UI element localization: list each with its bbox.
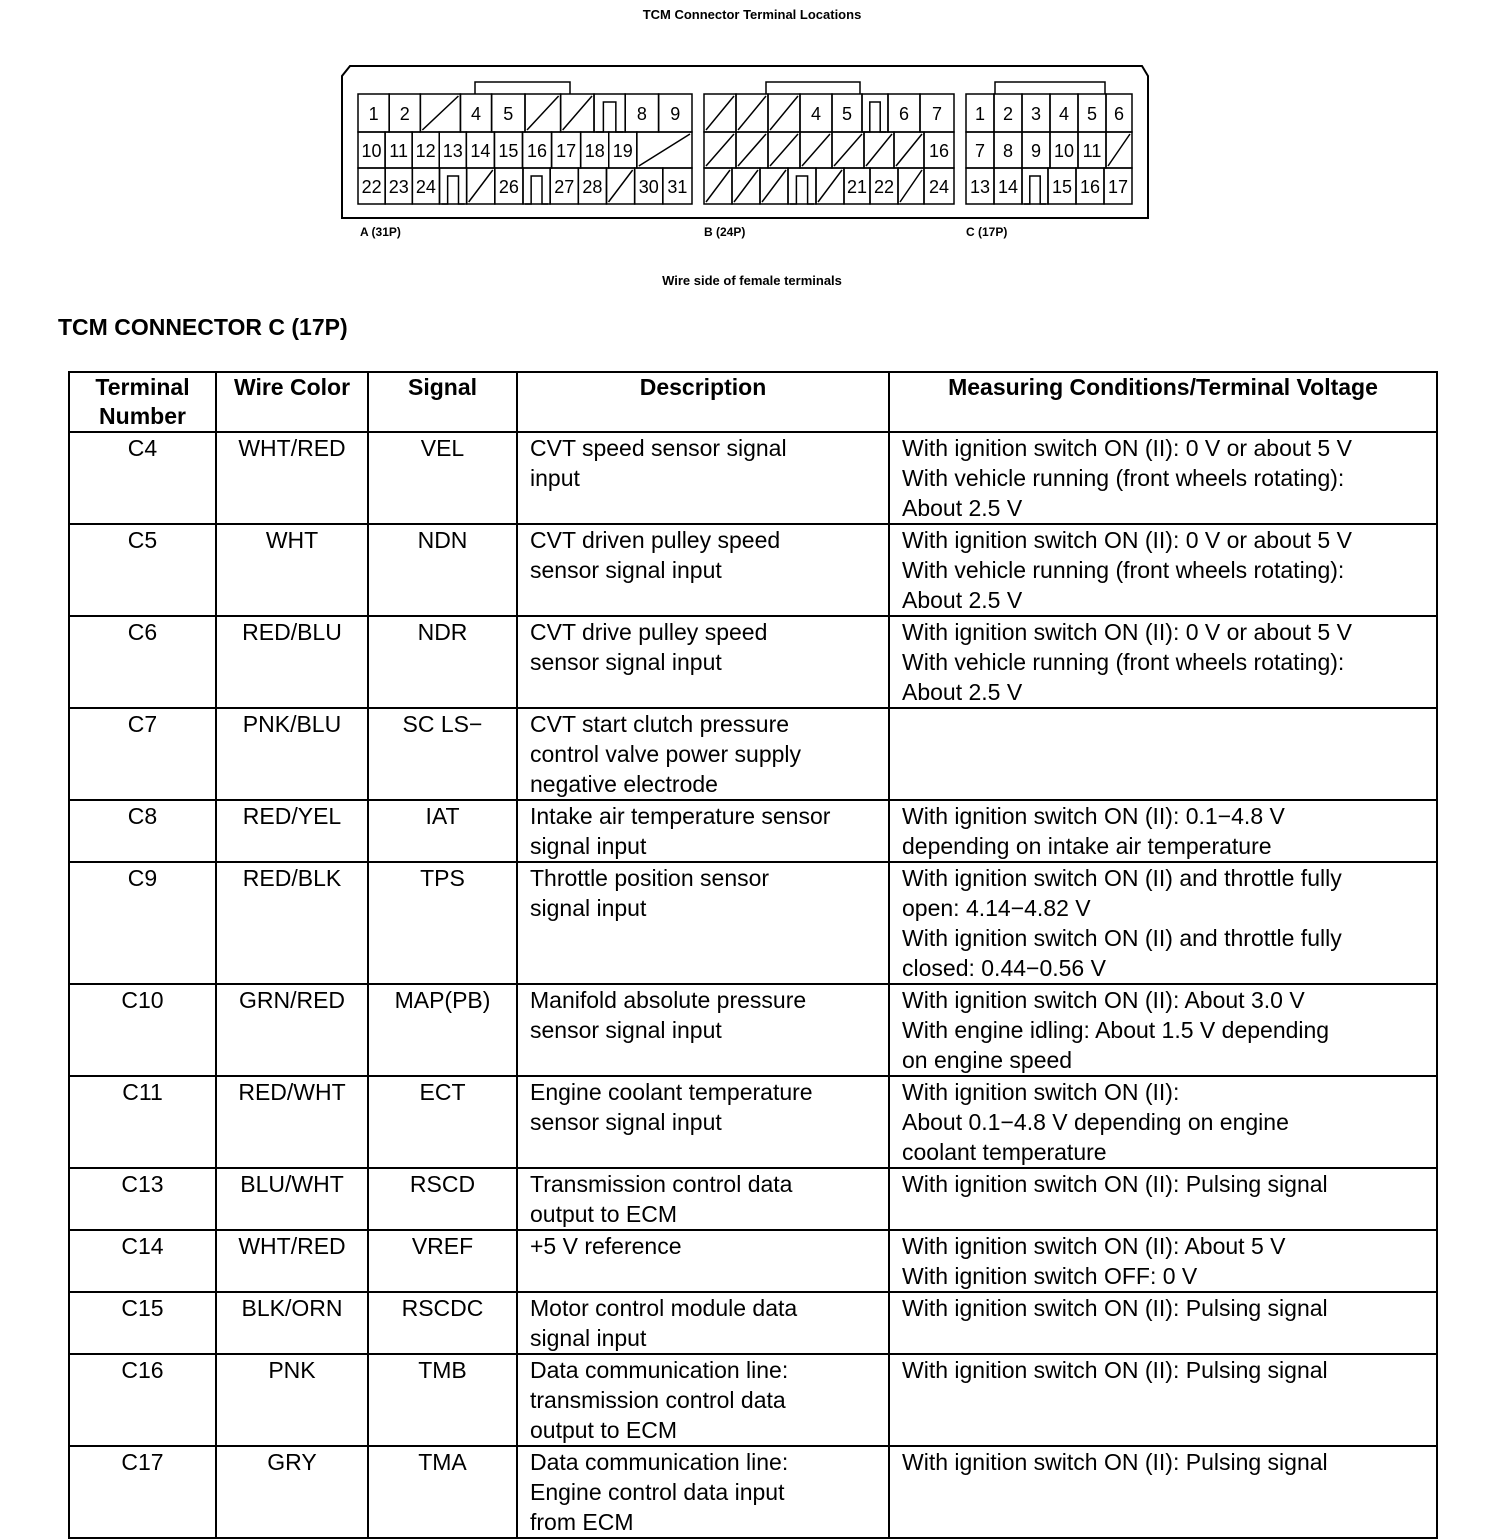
terminal-cell: C4: [69, 432, 216, 524]
conditions-cell-line: With ignition switch ON (II): 0 V or about 5 V: [902, 435, 1352, 461]
terminal-key-notch: [525, 176, 548, 204]
latch-b: [766, 82, 860, 94]
unused-terminal-slash: [770, 96, 798, 130]
conditions-cell-line: closed: 0.44−0.56 V: [902, 955, 1106, 981]
header-terminal-number: Terminal Number: [69, 372, 216, 432]
conditions-cell: [889, 524, 1437, 616]
latch-a: [475, 82, 570, 94]
terminal-number: 5: [1086, 104, 1098, 124]
terminal-cell: C6: [69, 616, 216, 708]
terminal-number: 11: [389, 141, 408, 161]
conditions-cell-line: With vehicle running (front wheels rotating):: [902, 465, 1345, 491]
connector-b-label: B (24P): [704, 225, 746, 239]
conditions-cell-line: depending on intake air temperature: [902, 833, 1272, 859]
table-row: [69, 1230, 1437, 1292]
wire-color-cell: WHT: [216, 524, 368, 616]
description-cell-line: CVT start clutch pressure: [530, 711, 790, 737]
description-cell: [517, 1168, 889, 1230]
description-cell-line: Throttle position sensor: [530, 865, 770, 891]
table-row: [69, 800, 1437, 862]
terminal-number: 6: [1113, 104, 1125, 124]
connector-diagram-svg: [330, 60, 1160, 245]
connector-a-label: A (31P): [360, 225, 401, 239]
terminal-number: 30: [638, 177, 659, 197]
latch-c: [995, 82, 1105, 94]
conditions-cell-line: With ignition switch OFF: 0 V: [902, 1263, 1198, 1289]
table-row: [69, 1076, 1437, 1168]
signal-cell: TPS: [368, 862, 517, 984]
description-cell-line: Motor control module data: [530, 1295, 798, 1321]
connector-housing: [342, 66, 1148, 218]
signal-cell: TMB: [368, 1354, 517, 1446]
description-cell-line: Engine coolant temperature: [530, 1079, 813, 1105]
terminal-cell: C7: [69, 708, 216, 800]
terminal-cell: [439, 168, 466, 204]
unused-terminal-slash: [738, 96, 766, 130]
conditions-cell-line: With ignition switch ON (II): Pulsing signal: [902, 1357, 1328, 1383]
signal-cell: SC LS−: [368, 708, 517, 800]
terminal-number: 23: [388, 177, 409, 197]
description-cell: [517, 1230, 889, 1292]
conditions-cell-line: coolant temperature: [902, 1139, 1107, 1165]
description-cell: [517, 524, 889, 616]
signal-cell: VREF: [368, 1230, 517, 1292]
table-body: [69, 432, 1437, 1538]
terminal-number: 22: [361, 177, 382, 197]
description-cell-line: sensor signal input: [530, 557, 722, 583]
terminal-cell: C14: [69, 1230, 216, 1292]
description-cell-line: signal input: [530, 833, 647, 859]
terminal-number: 16: [527, 141, 548, 161]
terminal-number: 8: [636, 104, 647, 124]
header-description: Description: [517, 372, 889, 432]
unused-terminal-slash: [1108, 134, 1130, 166]
conditions-cell-line: With ignition switch ON (II) and throttle fully: [902, 865, 1342, 891]
conditions-cell: [889, 708, 1437, 800]
unused-terminal-slash: [706, 170, 730, 202]
wire-color-cell: RED/BLU: [216, 616, 368, 708]
terminal-number: 27: [554, 177, 575, 197]
conditions-cell-line: With vehicle running (front wheels rotating):: [902, 557, 1345, 583]
wire-color-cell: GRY: [216, 1446, 368, 1538]
signal-cell: IAT: [368, 800, 517, 862]
signal-cell: RSCDC: [368, 1292, 517, 1354]
unused-terminal-slash: [770, 134, 798, 166]
conditions-cell-line: About 2.5 V: [902, 679, 1023, 705]
conditions-cell-line: open: 4.14−4.82 V: [902, 895, 1091, 921]
unused-terminal-slash: [422, 96, 458, 130]
table-row: [69, 616, 1437, 708]
table-row: [69, 524, 1437, 616]
conditions-cell-line: With ignition switch ON (II): Pulsing signal: [902, 1295, 1328, 1321]
description-cell-line: Data communication line:: [530, 1449, 789, 1475]
terminal-cell: [594, 94, 625, 132]
header-wire-color: Wire Color: [216, 372, 368, 432]
table-row: [69, 1446, 1437, 1538]
terminal-cell: [523, 168, 550, 204]
terminal-key-notch: [864, 102, 886, 132]
header-signal: Signal: [368, 372, 517, 432]
unused-terminal-slash: [639, 134, 690, 166]
wire-color-cell: RED/YEL: [216, 800, 368, 862]
wire-color-cell: BLU/WHT: [216, 1168, 368, 1230]
terminal-number: 19: [612, 141, 633, 161]
conditions-cell-line: About 2.5 V: [902, 587, 1023, 613]
terminal-number: 6: [898, 104, 910, 124]
conditions-cell-line: With ignition switch ON (II): Pulsing signal: [902, 1449, 1328, 1475]
unused-terminal-slash: [527, 96, 559, 130]
description-cell-line: transmission control data: [530, 1387, 786, 1413]
description-cell-line: control valve power supply: [530, 741, 802, 767]
terminal-number: 9: [1030, 141, 1042, 161]
conditions-cell: [889, 1076, 1437, 1168]
header-measuring-conditions: Measuring Conditions/Terminal Voltage: [889, 372, 1437, 432]
description-cell-line: sensor signal input: [530, 1109, 722, 1135]
terminal-cells: [358, 94, 1132, 204]
description-cell: [517, 432, 889, 524]
table-row: [69, 432, 1437, 524]
description-cell-line: signal input: [530, 895, 647, 921]
signal-cell: ECT: [368, 1076, 517, 1168]
conditions-cell: [889, 984, 1437, 1076]
description-cell-line: Manifold absolute pressure: [530, 987, 807, 1013]
conditions-cell: [889, 1446, 1437, 1538]
terminal-number: 17: [556, 141, 577, 161]
terminal-number: 31: [667, 177, 688, 197]
conditions-cell: [889, 1168, 1437, 1230]
terminal-cell: C17: [69, 1446, 216, 1538]
terminal-number: 7: [974, 141, 986, 161]
wire-color-cell: WHT/RED: [216, 1230, 368, 1292]
description-cell-line: sensor signal input: [530, 1017, 722, 1043]
terminal-key-notch: [441, 176, 464, 204]
description-cell-line: Data communication line:: [530, 1357, 789, 1383]
terminal-key-notch: [790, 176, 814, 204]
terminal-table: [68, 371, 1438, 1539]
wire-color-cell: WHT/RED: [216, 432, 368, 524]
table-row: [69, 1168, 1437, 1230]
table-row: [69, 862, 1437, 984]
terminal-number: 16: [1079, 177, 1101, 197]
terminal-number: 15: [1051, 177, 1073, 197]
terminal-number: 22: [873, 177, 895, 197]
table-row: [69, 1292, 1437, 1354]
terminal-cell: C13: [69, 1168, 216, 1230]
terminal-number: 16: [928, 141, 950, 161]
terminal-number: 1: [974, 104, 986, 124]
conditions-cell: [889, 800, 1437, 862]
table-header-row: [69, 372, 1437, 432]
unused-terminal-slash: [818, 170, 842, 202]
terminal-number: 24: [415, 177, 436, 197]
terminal-number: 24: [928, 177, 950, 197]
terminal-cell: C10: [69, 984, 216, 1076]
conditions-cell: [889, 862, 1437, 984]
terminal-number: 4: [810, 104, 822, 124]
terminal-cell: [862, 94, 888, 132]
description-cell: [517, 800, 889, 862]
terminal-number: 4: [471, 104, 482, 124]
terminal-number: 7: [931, 104, 943, 124]
description-cell-line: +5 V reference: [530, 1233, 682, 1259]
terminal-cell: C9: [69, 862, 216, 984]
terminal-number: 17: [1107, 177, 1129, 197]
description-cell-line: output to ECM: [530, 1201, 678, 1227]
terminal-number: 10: [361, 141, 382, 161]
conditions-cell-line: With ignition switch ON (II):: [902, 1079, 1180, 1105]
conditions-cell-line: on engine speed: [902, 1047, 1073, 1073]
connector-diagram: [330, 60, 1160, 245]
unused-terminal-slash: [896, 134, 922, 166]
conditions-cell: [889, 432, 1437, 524]
description-cell-line: CVT drive pulley speed: [530, 619, 768, 645]
description-cell-line: Transmission control data: [530, 1171, 793, 1197]
unused-terminal-slash: [608, 170, 632, 202]
conditions-cell: [889, 1230, 1437, 1292]
section-heading: TCM CONNECTOR C (17P): [58, 314, 348, 340]
conditions-cell-line: With ignition switch ON (II): 0 V or about 5 V: [902, 619, 1352, 645]
terminal-cell: C11: [69, 1076, 216, 1168]
conditions-cell-line: With ignition switch ON (II) and throttle fully: [902, 925, 1342, 951]
terminal-number: 21: [846, 177, 868, 197]
signal-cell: TMA: [368, 1446, 517, 1538]
terminal-number: 8: [1002, 141, 1014, 161]
description-cell: [517, 708, 889, 800]
terminal-number: 14: [470, 141, 491, 161]
wire-color-cell: GRN/RED: [216, 984, 368, 1076]
description-cell-line: CVT speed sensor signal: [530, 435, 787, 461]
terminal-number: 2: [399, 104, 410, 124]
terminal-cell: C15: [69, 1292, 216, 1354]
terminal-key-notch: [596, 102, 623, 132]
unused-terminal-slash: [866, 134, 892, 166]
description-cell-line: signal input: [530, 1325, 647, 1351]
signal-cell: MAP(PB): [368, 984, 517, 1076]
description-cell-line: output to ECM: [530, 1417, 678, 1443]
description-cell: [517, 616, 889, 708]
description-cell-line: from ECM: [530, 1509, 634, 1535]
terminal-number: 13: [442, 141, 463, 161]
terminal-number: 11: [1082, 141, 1102, 161]
unused-terminal-slash: [762, 170, 786, 202]
description-cell-line: sensor signal input: [530, 649, 722, 675]
unused-terminal-slash: [563, 96, 592, 130]
conditions-cell-line: About 2.5 V: [902, 495, 1023, 521]
terminal-number: 28: [582, 177, 603, 197]
terminal-cell: C16: [69, 1354, 216, 1446]
conditions-cell-line: About 0.1−4.8 V depending on engine: [902, 1109, 1289, 1135]
wire-color-cell: BLK/ORN: [216, 1292, 368, 1354]
wire-color-cell: RED/BLK: [216, 862, 368, 984]
signal-cell: NDN: [368, 524, 517, 616]
table-row: [69, 1354, 1437, 1446]
conditions-cell-line: With ignition switch ON (II): About 5 V: [902, 1233, 1286, 1259]
signal-cell: VEL: [368, 432, 517, 524]
description-cell: [517, 1354, 889, 1446]
conditions-cell-line: With vehicle running (front wheels rotating):: [902, 649, 1345, 675]
terminal-cell: C8: [69, 800, 216, 862]
wire-side-caption: Wire side of female terminals: [662, 273, 842, 288]
conditions-cell-line: With ignition switch ON (II): Pulsing signal: [902, 1171, 1328, 1197]
terminal-number: 12: [415, 141, 436, 161]
unused-terminal-slash: [734, 170, 758, 202]
terminal-number: 26: [498, 177, 519, 197]
unused-terminal-slash: [802, 134, 830, 166]
unused-terminal-slash: [469, 170, 493, 202]
terminal-number: 4: [1058, 104, 1070, 124]
description-cell-line: negative electrode: [530, 771, 718, 797]
signal-cell: RSCD: [368, 1168, 517, 1230]
description-cell: [517, 862, 889, 984]
signal-cell: NDR: [368, 616, 517, 708]
terminal-cell: [1022, 168, 1048, 204]
conditions-cell-line: With ignition switch ON (II): 0 V or about 5 V: [902, 527, 1352, 553]
wire-color-cell: PNK/BLU: [216, 708, 368, 800]
wire-color-cell: PNK: [216, 1354, 368, 1446]
terminal-number: 18: [584, 141, 605, 161]
conditions-cell-line: With ignition switch ON (II): 0.1−4.8 V: [902, 803, 1285, 829]
description-cell-line: CVT driven pulley speed: [530, 527, 781, 553]
terminal-number: 15: [498, 141, 519, 161]
description-cell-line: Engine control data input: [530, 1479, 785, 1505]
terminal-cell: [788, 168, 816, 204]
description-cell: [517, 1292, 889, 1354]
table-row: [69, 708, 1437, 800]
conditions-cell: [889, 1292, 1437, 1354]
description-cell-line: Intake air temperature sensor: [530, 803, 831, 829]
terminal-cell: C5: [69, 524, 216, 616]
conditions-cell: [889, 616, 1437, 708]
description-cell: [517, 1076, 889, 1168]
conditions-cell: [889, 1354, 1437, 1446]
terminal-number: 10: [1053, 141, 1075, 161]
wire-color-cell: RED/WHT: [216, 1076, 368, 1168]
table-row: [69, 984, 1437, 1076]
terminal-number: 5: [841, 104, 853, 124]
unused-terminal-slash: [834, 134, 862, 166]
description-cell: [517, 1446, 889, 1538]
description-cell: [517, 984, 889, 1076]
unused-terminal-slash: [738, 134, 766, 166]
terminal-number: 1: [368, 104, 379, 124]
unused-terminal-slash: [706, 96, 734, 130]
unused-terminal-slash: [900, 170, 922, 202]
terminal-number: 14: [997, 177, 1019, 197]
description-cell-line: input: [530, 465, 580, 491]
terminal-number: 13: [969, 177, 991, 197]
terminal-number: 3: [1030, 104, 1042, 124]
terminal-key-notch: [1024, 176, 1046, 204]
conditions-cell-line: With ignition switch ON (II): About 3.0 V: [902, 987, 1305, 1013]
terminal-number: 9: [670, 104, 681, 124]
diagram-title: TCM Connector Terminal Locations: [642, 7, 862, 22]
connector-c-label: C (17P): [966, 225, 1008, 239]
terminal-number: 5: [503, 104, 514, 124]
terminal-number: 2: [1002, 104, 1014, 124]
unused-terminal-slash: [706, 134, 734, 166]
conditions-cell-line: With engine idling: About 1.5 V depending: [902, 1017, 1330, 1043]
